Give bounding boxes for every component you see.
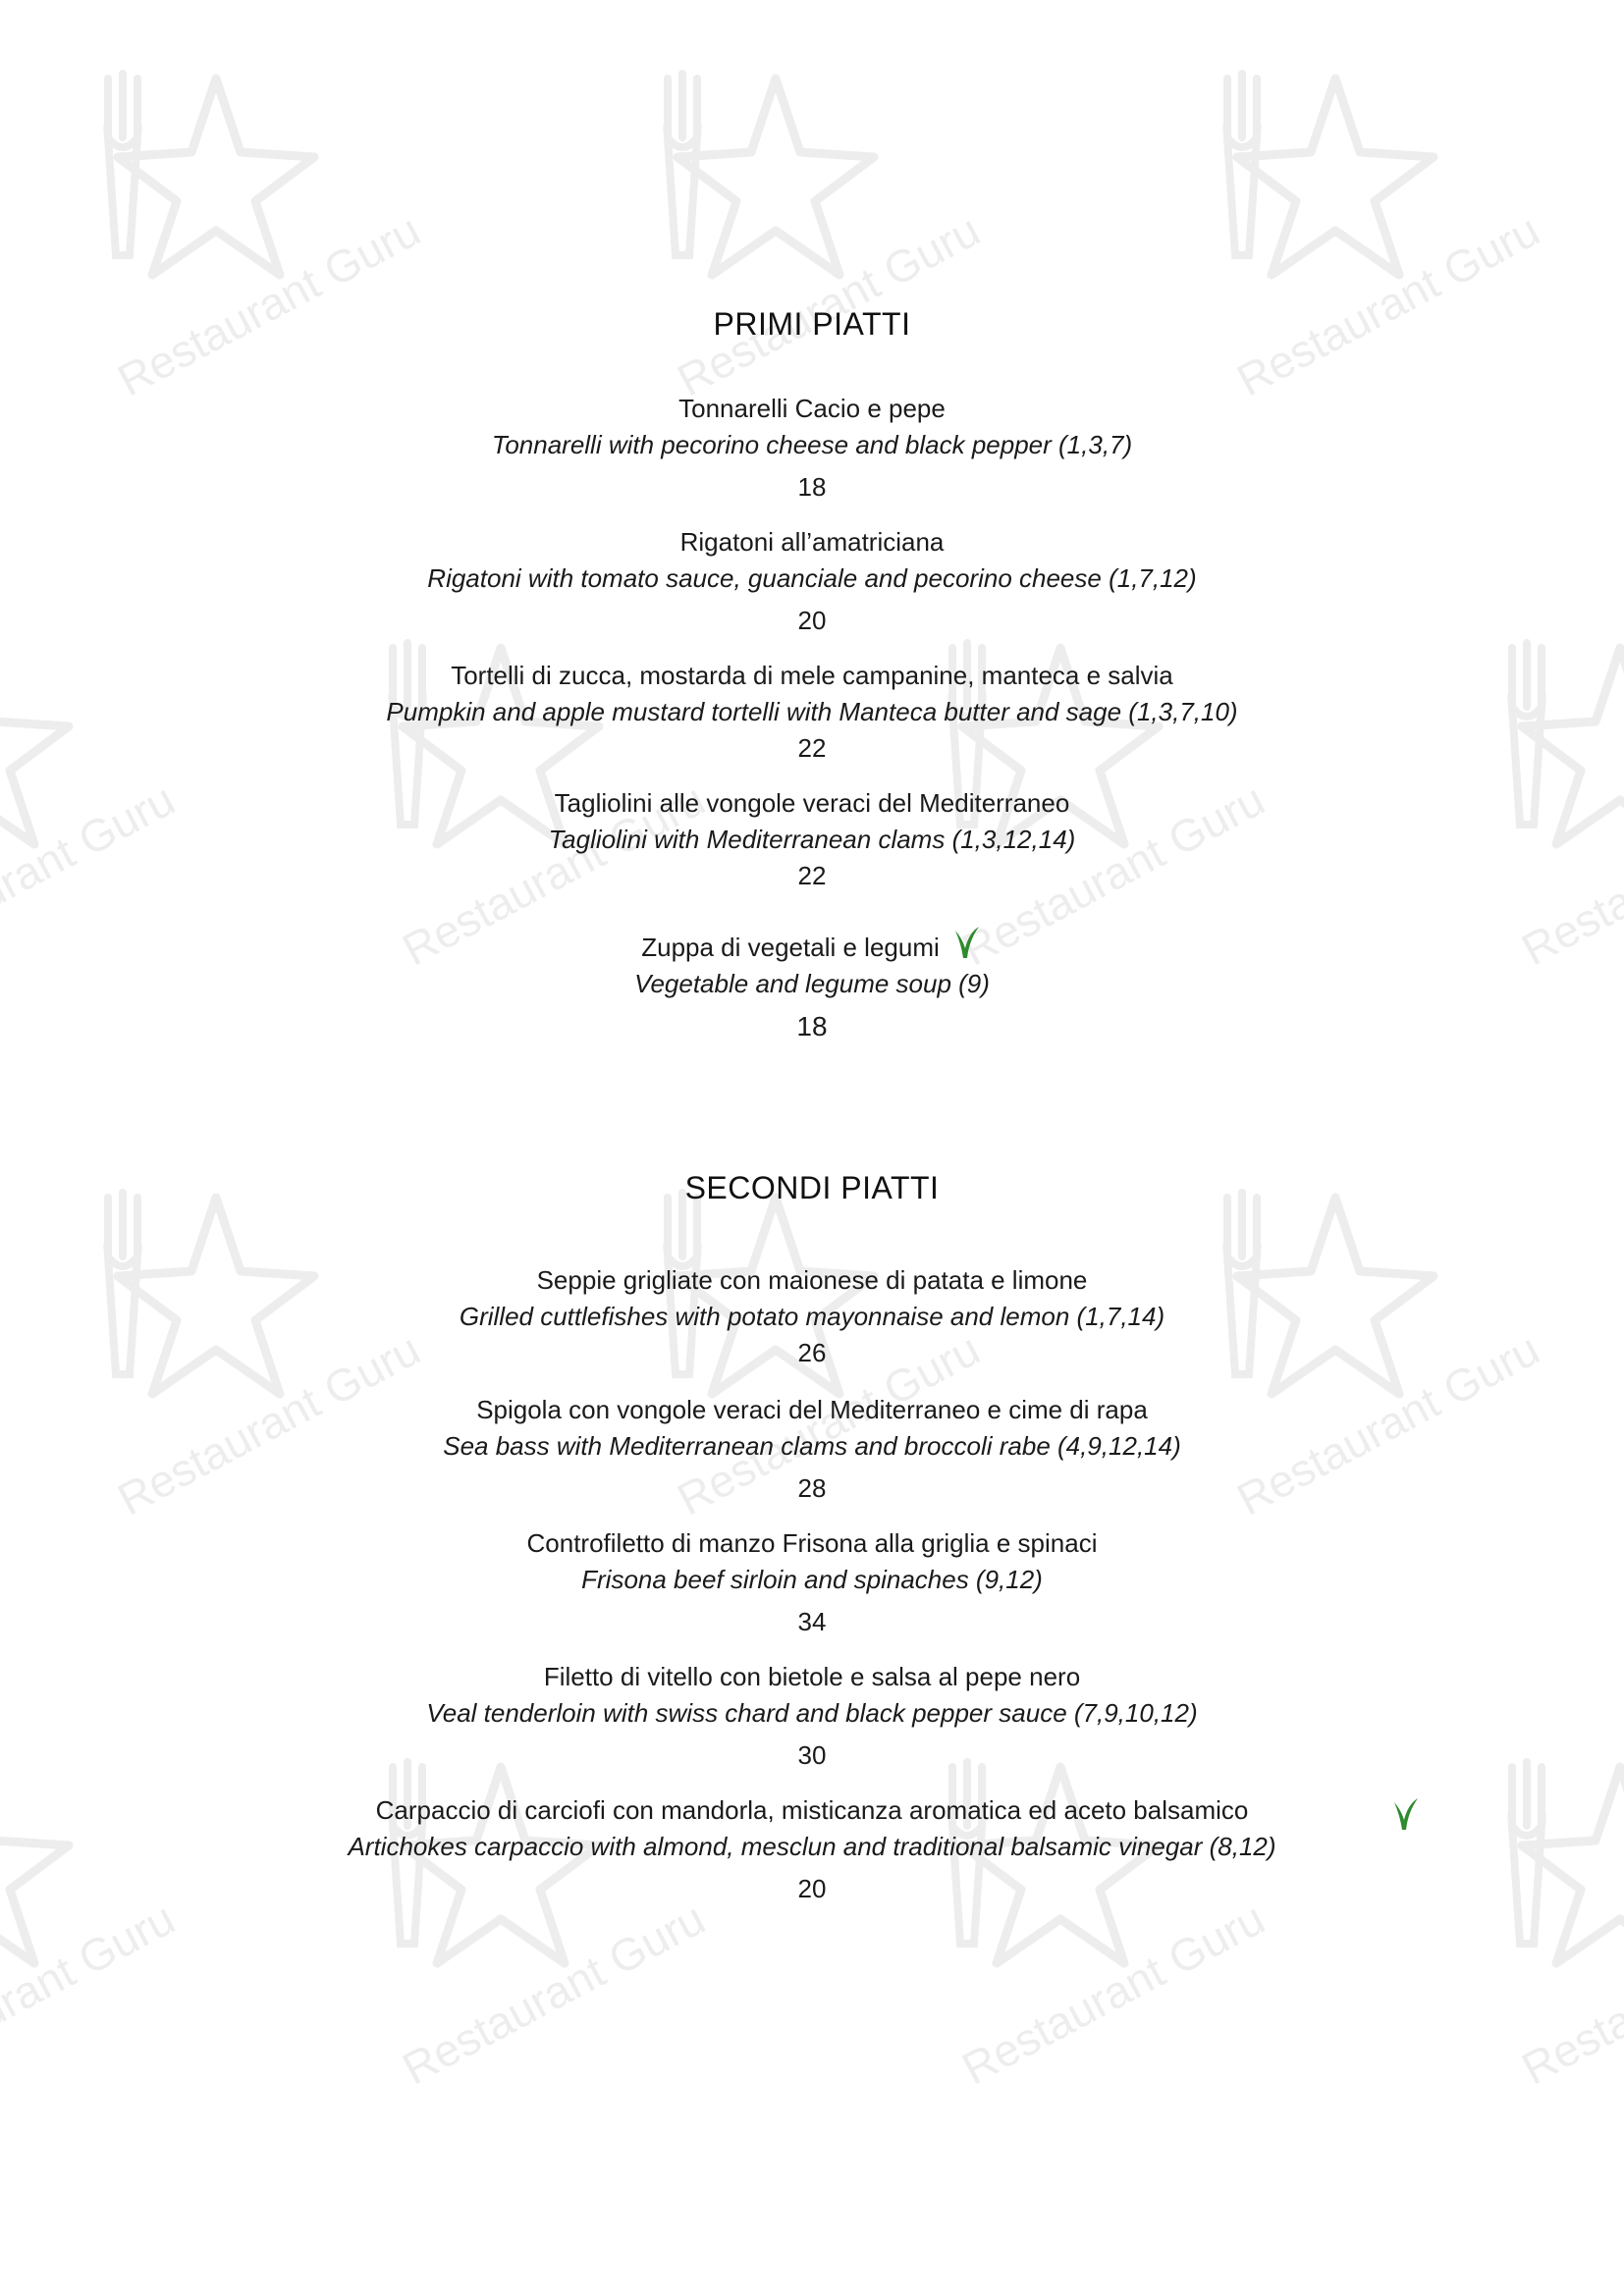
- item-price: 20: [797, 606, 827, 635]
- menu-item: [196, 658, 1428, 767]
- item-name: Filetto di vitello con bietole e salsa al pepe nero: [543, 1662, 1081, 1691]
- menu-item: [196, 1525, 1428, 1640]
- item-name: Tagliolini alle vongole veraci del Mediterraneo: [554, 788, 1070, 818]
- item-name: Tonnarelli Cacio e pepe: [678, 394, 946, 423]
- item-price: 18: [796, 1011, 828, 1041]
- section-title-primi: PRIMI PIATTI: [713, 306, 911, 342]
- item-name: Tortelli di zucca, mostarda di mele campanine, manteca e salvia: [451, 661, 1173, 690]
- item-name-row: [196, 923, 1428, 966]
- item-name: Zuppa di vegetali e legumi: [641, 933, 940, 962]
- item-name: Rigatoni all’amatriciana: [679, 527, 945, 557]
- item-description: Sea bass with Mediterranean clams and broccoli rabe (4,9,12,14): [443, 1431, 1181, 1461]
- item-name: Spigola con vongole veraci del Mediterraneo e cime di rapa: [476, 1395, 1148, 1424]
- menu-item: [196, 923, 1428, 1044]
- item-description: Tonnarelli with pecorino cheese and black pepper (1,3,7): [491, 430, 1133, 459]
- vegan-leaf-icon: [949, 923, 983, 962]
- item-description: Pumpkin and apple mustard tortelli with Manteca butter and sage (1,3,7,10): [386, 697, 1238, 726]
- menu-item: [196, 1792, 1428, 1907]
- item-description: Frisona beef sirloin and spinaches (9,12): [581, 1565, 1043, 1594]
- menu-item: [196, 1262, 1428, 1371]
- item-description: Tagliolini with Mediterranean clams (1,3,12,14): [548, 825, 1076, 854]
- item-description: Veal tenderloin with swiss chard and black pepper sauce (7,9,10,12): [426, 1698, 1198, 1728]
- item-name: Carpaccio di carciofi con mandorla, misticanza aromatica ed aceto balsamico: [375, 1795, 1249, 1825]
- item-description: Rigatoni with tomato sauce, guanciale and pecorino cheese (1,7,12): [427, 563, 1197, 593]
- item-description: Vegetable and legume soup (9): [634, 969, 990, 998]
- item-description: Grilled cuttlefishes with potato mayonnaise and lemon (1,7,14): [459, 1302, 1165, 1331]
- menu-item: [196, 1392, 1428, 1507]
- watermark-layer: Restaurant Guru: [0, 0, 1624, 2296]
- item-name: Seppie grigliate con maionese di patata e limone: [536, 1265, 1088, 1295]
- item-price: 30: [797, 1740, 827, 1770]
- item-price: 18: [797, 472, 827, 502]
- item-price: 28: [797, 1473, 827, 1503]
- item-price: 26: [797, 1338, 827, 1367]
- item-description: Artichokes carpaccio with almond, mesclun and traditional balsamic vinegar (8,12): [348, 1832, 1276, 1861]
- item-price: 22: [797, 861, 827, 890]
- item-price: 22: [797, 733, 827, 763]
- menu-item: [196, 524, 1428, 639]
- menu-item: [196, 1659, 1428, 1774]
- menu-item: [196, 785, 1428, 894]
- menu-item: [196, 391, 1428, 506]
- section-title-secondi: SECONDI PIATTI: [684, 1170, 940, 1205]
- item-price: 34: [797, 1607, 827, 1636]
- vegan-leaf-icon: [1388, 1794, 1422, 1834]
- item-price: 20: [797, 1874, 827, 1903]
- item-name: Controfiletto di manzo Frisona alla griglia e spinaci: [526, 1528, 1098, 1558]
